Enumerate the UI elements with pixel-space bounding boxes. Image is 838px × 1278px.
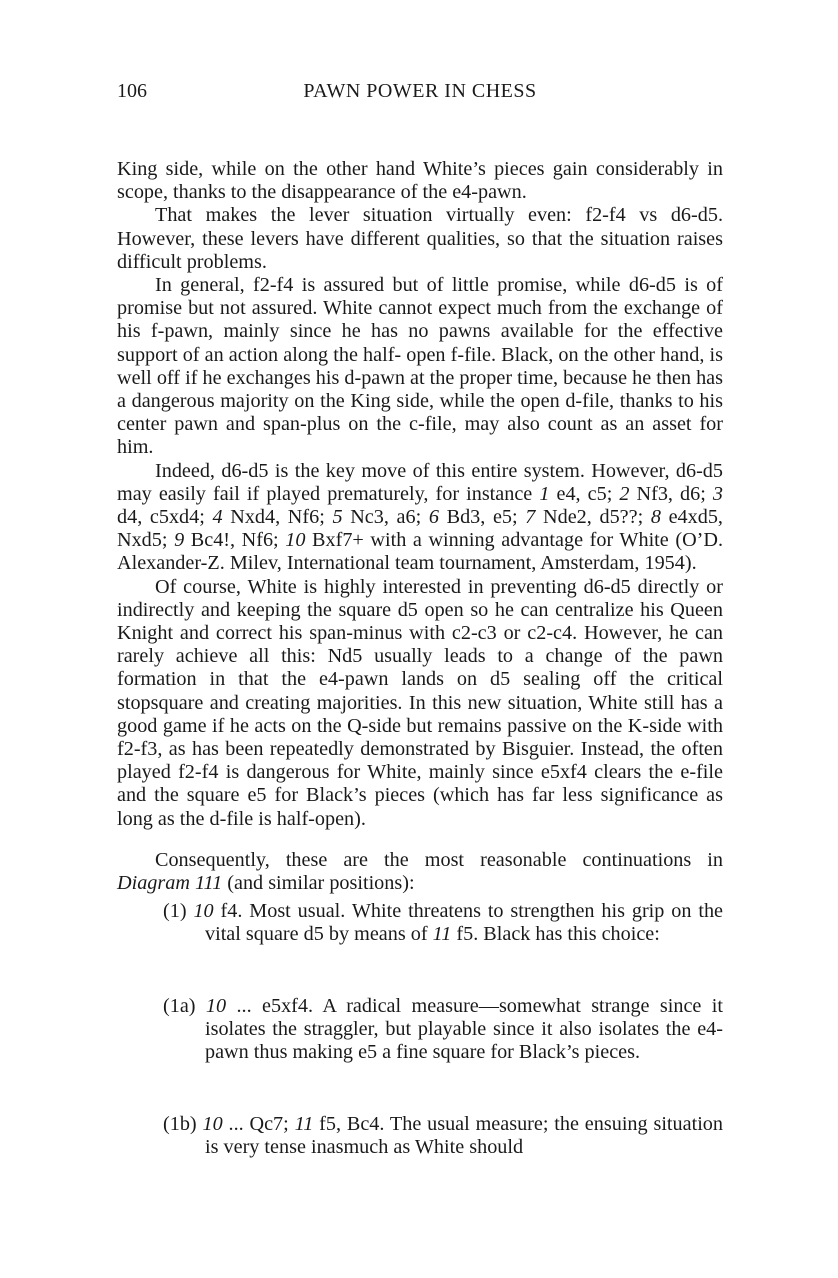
move-text: e4xd5, Nxd5; [117,506,723,552]
paragraph-diagram-ref [117,849,723,895]
move-number: 10 [193,900,214,922]
move-number: 10 [285,529,306,552]
paragraph-game-example [117,460,723,576]
move-text: Nf3, d6; [629,482,713,505]
paragraph-text: Consequently, these are the most reasonable continuations in [155,848,723,871]
item-number: (1b) [163,1113,203,1135]
move-text: e4, c5; [549,482,620,505]
move-number: 3 [712,482,723,505]
item-text: ... e5xf4. A radical measure—somewhat strange since it isolates the straggler, but playable since it also isolates the e4-pawn thus making e5 a fine square for Black’s pieces. [205,995,723,1064]
diagram-reference: Diagram 111 [117,872,223,895]
item-text: ... Qc7; [222,1113,295,1135]
variation-list [163,900,723,946]
item-text: f4. Most usual. White threatens to strengthen his grip on the vital square d5 by means of [205,900,723,946]
move-text: Nxd4, Nf6; [222,506,333,529]
variation-list [163,995,723,1065]
move-number: 2 [619,482,630,505]
move-number: 10 [205,995,227,1017]
running-title: PAWN POWER IN CHESS [303,80,537,102]
move-number: 9 [174,529,185,552]
paragraph: King side, while on the other hand White’s pieces gain considerably in scope, thanks to the disappearance of the e4-pawn. [117,158,723,204]
paragraph: Of course, White is highly interested in preventing d6-d5 directly or indirectly and keeping the square d5 open so he can centralize his Queen Knight and correct his span-minus with c2-c3 or c2-c4. However, he can rarely achieve all this: Nd5 usually leads to a change of the pawn formation in that the e4-pawn lands on d5 sealing off the critical stopsquare and creating majorities. In this new situation, White still has a good game if he acts on the Q-side but remains passive on the K-side with f2-f3, as has been repeatedly demonstrated by Bisguier. Instead, the often played f2-f4 is dangerous for White, mainly since e5xf4 clears the e-file and the square e5 for Black’s pieces (which has far less significance as long as the d-file is half-open). [117,575,723,830]
move-number: 8 [650,506,661,529]
move-number: 5 [332,506,343,529]
move-number: 11 [432,923,452,946]
item-number: (1) [163,900,194,922]
paragraph-text: Indeed, d6-d5 is the key move of this entire system. However, d6-d5 may easily fail if played prematurely, for instance [117,459,723,505]
move-text: Bc4!, Nf6; [184,529,286,552]
page-number: 106 [117,80,147,102]
paragraph: That makes the lever situation virtually even: f2-f4 vs d6-d5. However, these levers have different qualities, so that the situation raises difficult problems. [117,204,723,273]
move-text: Nc3, a6; [342,506,429,529]
item-text: f5. Black has this choice: [451,923,660,946]
paragraph: In general, f2-f4 is assured but of little promise, while d6-d5 is of promise but not assured. White cannot expect much from the exchange of his f-pawn, mainly since he has no pawns available for the effective support of an action along the half- open f-file. Black, on the other hand, is well off if he exchanges his d-pawn at the proper time, because he then has a dangerous majority on the King side, while the open d-file, thanks to his center pawn and span-plus on the c-file, may also count as an asset for him. [117,274,723,459]
page-header [117,80,723,108]
move-number: 4 [212,506,223,529]
move-text: Nde2, d5??; [535,506,651,529]
move-number: 1 [539,482,550,505]
body-text [117,158,723,895]
move-number: 10 [202,1113,223,1135]
move-text: d4, c5xd4; [117,506,213,529]
item-number: (1a) [163,995,206,1017]
list-item [163,1113,723,1159]
list-item [163,995,723,1065]
variation-list [163,1113,723,1159]
list-item [163,900,723,946]
move-number: 6 [428,506,439,529]
move-text: Bxf7+ with a winning advantage for White (O’D. Alexander-Z. Milev, International team tournament, Amsterdam, 1954). [117,529,723,575]
paragraph-text: (and similar positions): [222,872,415,895]
move-number: 7 [525,506,536,529]
item-text: f5, Bc4. The usual measure; the ensuing situation is very tense inasmuch as White should [205,1113,723,1159]
move-text: Bd3, e5; [438,506,526,529]
move-number: 11 [294,1113,314,1135]
